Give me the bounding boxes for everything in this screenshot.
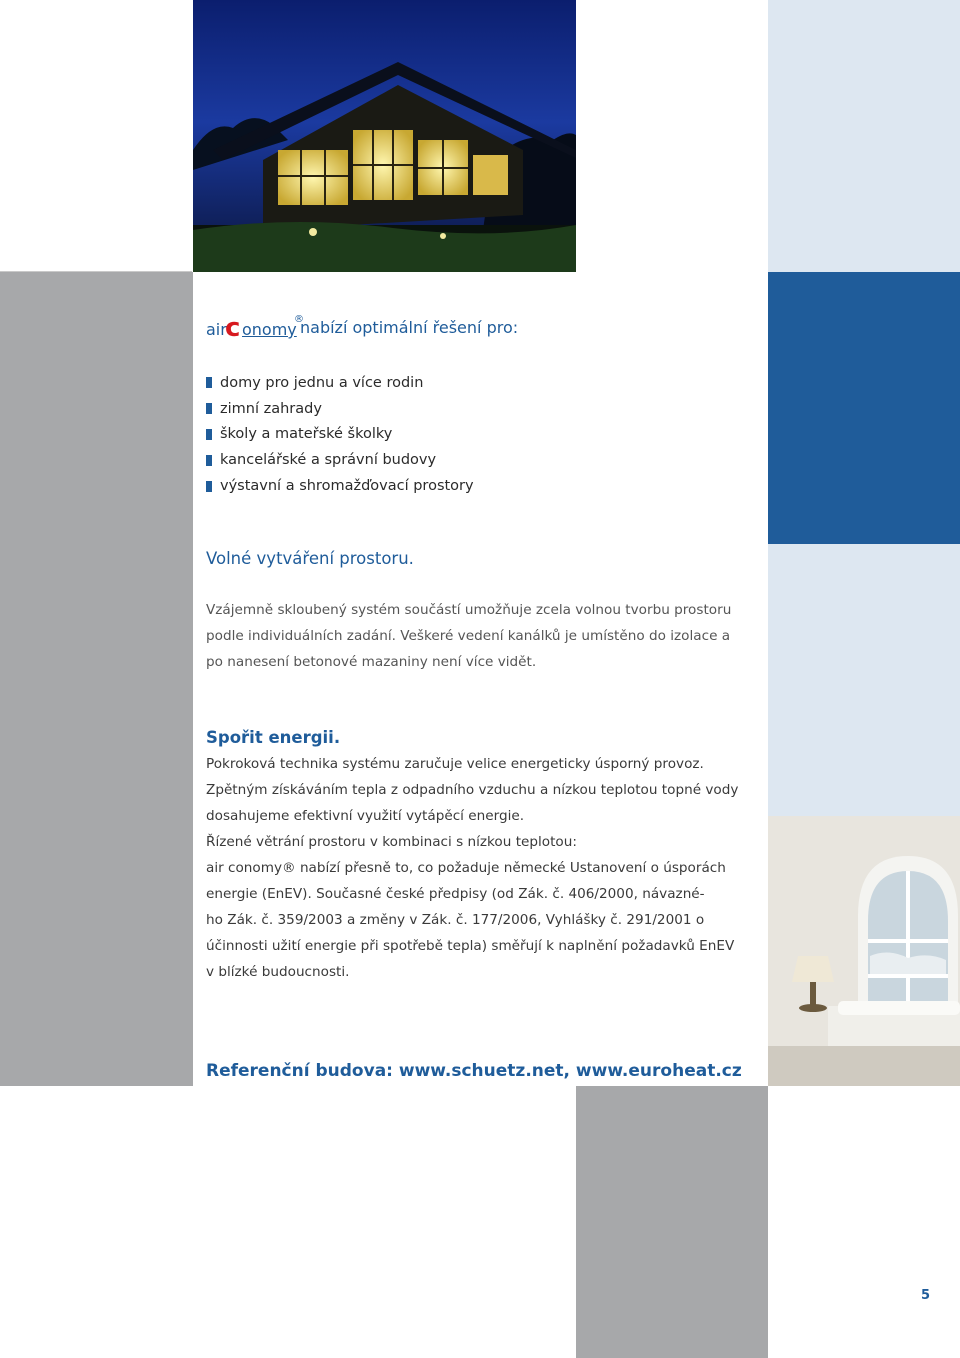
paragraph-line: Pokroková technika systému zaručuje velice energeticky úsporný provoz. [206, 756, 704, 772]
bullet-icon [206, 377, 212, 388]
logo-c-letter: c [225, 313, 241, 343]
offer-heading: nabízí optimální řešení pro: [300, 318, 519, 337]
list-item-label: domy pro jednu a více rodin [220, 374, 424, 391]
paragraph-line: energie (EnEV). Současné české předpisy (od Zák. č. 406/2000, návazné- [206, 886, 705, 902]
house-night-photo [193, 0, 576, 272]
light-blue-panel-middle [768, 544, 960, 816]
paragraph-line: dosahujeme efektivní využití vytápěcí energie. [206, 808, 525, 824]
list-item [206, 473, 474, 499]
paragraph-line: ho Zák. č. 359/2003 a změny v Zák. č. 177/2006, Vyhlášky č. 291/2001 o [206, 912, 705, 928]
bullet-icon [206, 481, 212, 492]
list-item [206, 447, 474, 473]
section-paragraph-energy [206, 751, 738, 985]
paragraph-line: podle individuálních zadání. Veškeré vedení kanálků je umístěno do izolace a [206, 628, 731, 644]
paragraph-line: Řízené větrání prostoru v kombinaci s nízkou teplotou: [206, 834, 577, 850]
paragraph-line: účinnosti užití energie při spotřebě tepla) směřují k naplnění požadavků EnEV [206, 938, 735, 954]
logo-onomy-text: onomy [242, 320, 297, 339]
light-blue-panel-top [768, 0, 960, 272]
paragraph-line: Vzájemně skloubený systém součástí umožňuje zcela volnou tvorbu prostoru [206, 602, 732, 618]
list-item-label: zimní zahrady [220, 400, 322, 417]
registered-mark: ® [294, 314, 304, 325]
list-item-label: školy a mateřské školky [220, 426, 393, 443]
dark-blue-panel [768, 272, 960, 544]
reference-building: Referenční budova: www.schuetz.net, www.euroheat.cz [206, 1061, 742, 1081]
list-item [206, 396, 474, 422]
page-number: 5 [921, 1288, 931, 1303]
bullet-icon [206, 455, 212, 466]
paragraph-line: air conomy® nabízí přesně to, co požaduje německé Ustanovení o úsporách [206, 860, 726, 876]
section-title-energy: Spořit energii. [206, 728, 341, 747]
paragraph-line: po nanesení betonové mazaniny není více vidět. [206, 654, 537, 670]
bullet-icon [206, 403, 212, 414]
gray-panel-bottom [576, 1086, 768, 1358]
paragraph-line: Zpětným získáváním tepla z odpadního vzduchu a nízkou teplotou topné vody [206, 782, 739, 798]
section-paragraph-space [206, 597, 731, 675]
list-item [206, 422, 474, 448]
list-item [206, 370, 474, 396]
list-item-label: výstavní a shromažďovací prostory [220, 478, 474, 495]
section-title-space: Volné vytváření prostoru. [206, 549, 414, 568]
gray-panel-left [0, 272, 193, 1086]
use-case-list [206, 370, 474, 499]
interior-window-photo [768, 816, 960, 1086]
divider-line [0, 271, 192, 272]
list-item-label: kancelářské a správní budovy [220, 452, 437, 469]
bullet-icon [206, 429, 212, 440]
paragraph-line: v blízké budoucnosti. [206, 964, 350, 980]
logo-air-text: air [206, 320, 227, 339]
